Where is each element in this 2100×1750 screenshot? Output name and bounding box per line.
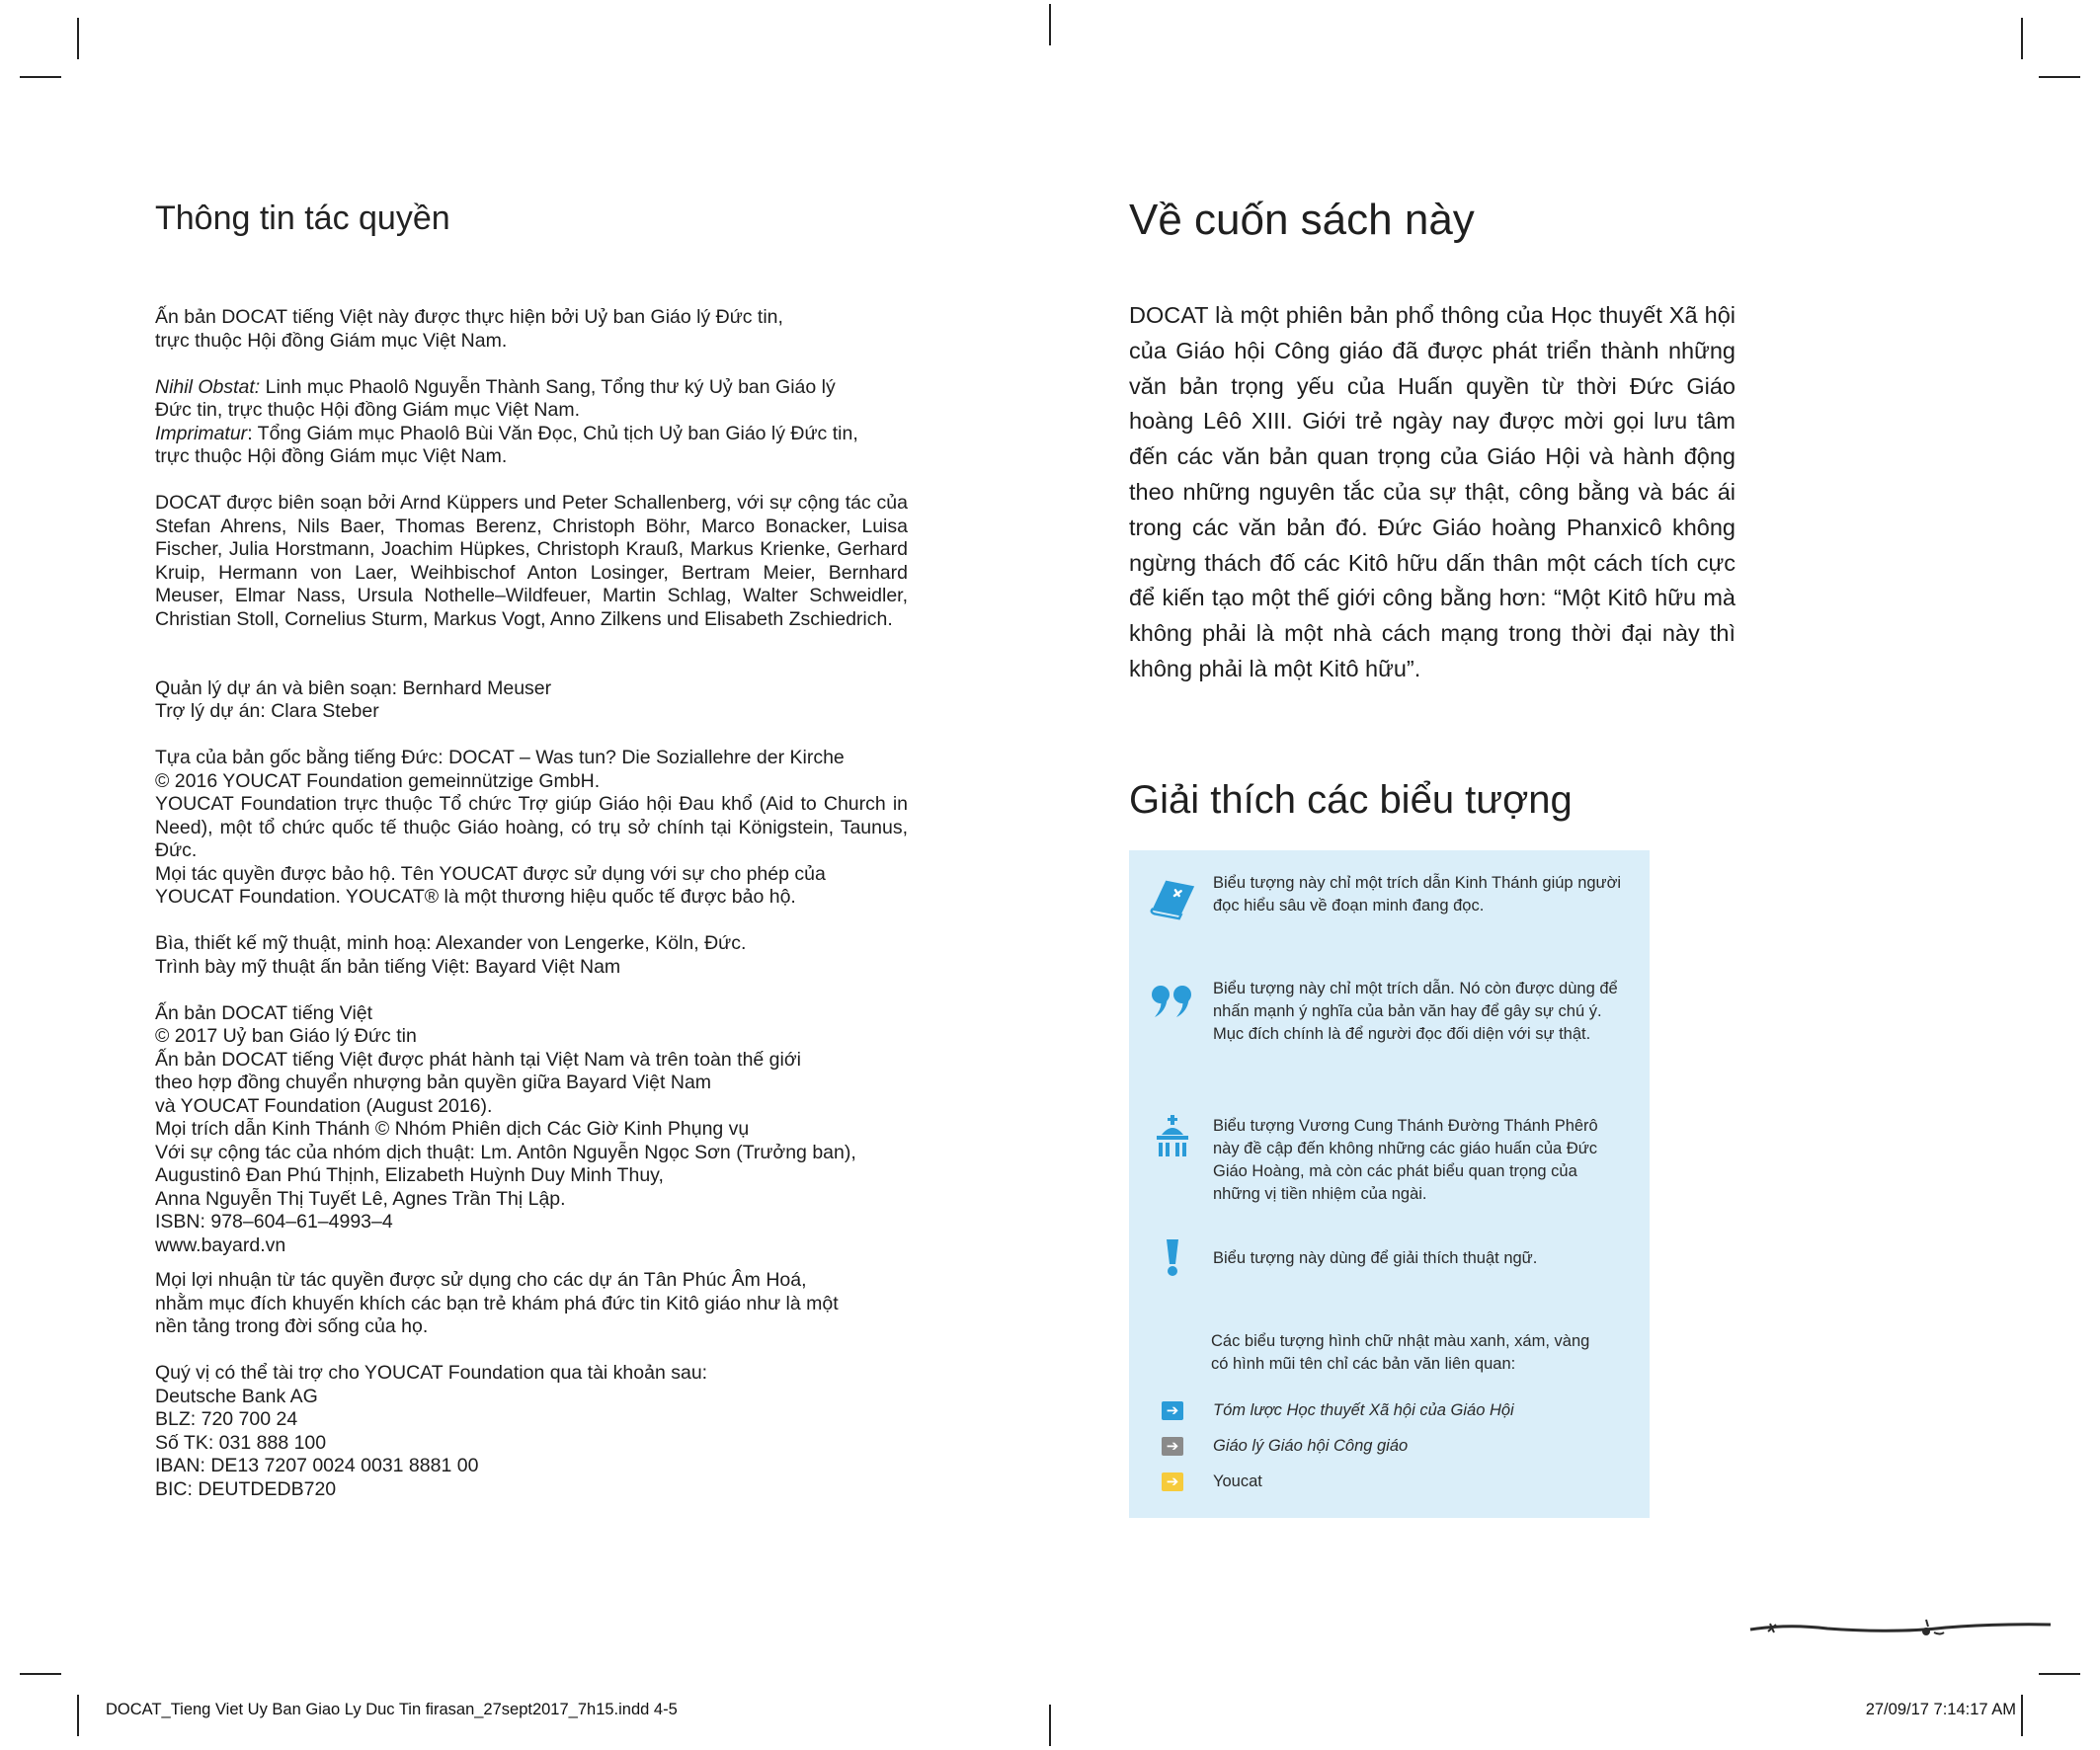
blue-arrow-icon: ➔ [1162,1401,1183,1420]
authors-paragraph: DOCAT được biên soạn bởi Arnd Küppers und Peter Schallenberg, với sự cộng tác của Stefan Ahrens, Nils Baer, Thomas Berenz, Christoph Böhr, Marco Bonacker, Luisa Fischer, Julia Horstmann, Joachim Hüpkes, Christoph Krauß, Markus Krienke, Gerhard Kruip, Hermann von Laer, Weihbischof Anton Losinger, Bertram Meier, Bernhard Meuser, Elmar Nass, Ursula Nothelle–Wildfeuer, Martin Schlag, Walter Schweidler, Christian Stoll, Cornelius Sturm, Markus Vogt, Anno Zilkens und Elisabeth Zschiedrich. [155,492,908,630]
quote-icon [1147,982,1198,1021]
crop-mark [2039,1673,2080,1675]
icons-title: Giải thích các biểu tượng [1129,778,1573,822]
edition-statement: Ấn bản DOCAT tiếng Việt này được thực hiện bởi Uỷ ban Giáo lý Đức tin, trực thuộc Hội đồng Giám mục Việt Nam. [155,306,783,352]
bank-details: Quý vị có thể tài trợ cho YOUCAT Foundation qua tài khoản sau: Deutsche Bank AG BLZ: 720 700 24 Số TK: 031 888 100 IBAN: DE13 7207 0024 0031 8881 00 BIC: DEUTDEDB720 [155,1362,708,1500]
approvals: Nihil Obstat: Linh mục Phaolô Nguyễn Thành Sang, Tổng thư ký Uỷ ban Giáo lý Đức tin, trực thuộc Hội đồng Giám mục Việt Nam. Imprimatur: Tổng Giám mục Phaolô Bùi Văn Đọc, Chủ tịch Uỷ ban Giáo lý Đức tin, trực thuộc Hội đồng Giám mục Việt Nam. [155,375,858,467]
project-credits: Quản lý dự án và biên soạn: Bernhard Meuser Trợ lý dự án: Clara Steber [155,676,552,722]
yellow-arrow-icon: ➔ [1162,1472,1183,1491]
crop-mark [1049,4,1051,45]
design-credits: Bìa, thiết kế mỹ thuật, minh hoạ: Alexander von Lengerke, Köln, Đức. Trình bày mỹ thuật ấn bản tiếng Việt: Bayard Việt Nam [155,932,747,978]
imprimatur-label: Imprimatur [155,422,248,444]
crop-mark [20,1673,61,1675]
bible-icon [1147,872,1198,921]
vietnamese-edition: Ấn bản DOCAT tiếng Việt © 2017 Uỷ ban Giáo lý Đức tin Ấn bản DOCAT tiếng Việt được phát hành tại Việt Nam và trên toàn thế giới theo hợp đồng chuyển nhượng bản quyền giữa Bayard Việt Nam và YOUCAT Foundation (August 2016). Mọi trích dẫn Kinh Thánh © Nhóm Phiên dịch Các Giờ Kinh Phụng vụ Với sự cộng tác của nhóm dịch thuật: Lm. Antôn Nguyễn Ngọc Sơn (Trưởng ban), Augustinô Đan Phú Thịnh, Elizabeth Huỳnh Duy Minh Thuy, Anna Nguyễn Thị Tuyết Lê, Agnes Trần Thị Lập. ISBN: 978–604–61–4993–4 www.bayard.vn [155,1002,908,1258]
exclamation-icon [1147,1237,1198,1277]
about-title: Về cuốn sách này [1129,196,1475,244]
website-link[interactable]: www.bayard.vn [155,1233,286,1256]
nihil-obstat-label: Nihil Obstat: [155,375,261,398]
crop-mark [2021,18,2023,59]
crop-mark [77,18,79,59]
crop-mark [2021,1695,2023,1736]
original-edition: Tựa của bản gốc bằng tiếng Đức: DOCAT – Was tun? Die Soziallehre der Kirche © 2016 YOUCAT Foundation gemeinnützige GmbH. YOUCAT Foundation trực thuộc Tổ chức Trợ giúp Giáo hội Đau khổ (Aid to Church in Need), một tổ chức quốc tế thuộc Giáo hoàng, có trụ sở chính tại Königstein, Taunus, Đức. Mọi tác quyền được bảo hộ. Tên YOUCAT được sử dụng với sự cho phép của YOUCAT Foundation. YOUCAT® là một thương hiệu quốc tế được bảo hộ. [155,747,908,908]
about-body: DOCAT là một phiên bản phổ thông của Học thuyết Xã hội của Giáo hội Công giáo đã được phát triển thành những văn bản trọng yếu của Huấn quyền từ thời Đức Giáo hoàng Lêô XIII. Giới trẻ ngày nay được mời gọi lưu tâm đến các văn bản quan trọng của Giáo Hội và hành động theo những nguyên tắc của sự thật, công bằng và bác ái trong các văn bản đó. Đức Giáo hoàng Phanxicô không ngừng thách đố các Kitô hữu dấn thân một cách tích cực để kiến tạo một thế giới công bằng hơn: “Một Kitô hữu mà không phải là một nhà cách mạng trong thời đại này thì không phải là một Kitô hữu”. [1129,302,1736,681]
decorative-ornament [1748,1610,2055,1644]
crop-mark [20,76,61,78]
crop-mark [77,1695,79,1736]
gray-arrow-icon: ➔ [1162,1437,1183,1456]
print-file-slug: DOCAT_Tieng Viet Uy Ban Giao Ly Duc Tin firasan_27sept2017_7h15.indd 4-5 [106,1701,678,1718]
basilica-icon [1147,1115,1198,1158]
copyright-title: Thông tin tác quyền [155,199,450,237]
crop-mark [1049,1705,1051,1746]
profit-note: Mọi lợi nhuận từ tác quyền được sử dụng cho các dự án Tân Phúc Âm Hoá, nhằm mục đích khuyến khích các bạn trẻ khám phá đức tin Kitô giáo như là một nền tảng trong đời sống của họ. [155,1269,839,1337]
print-timestamp: 27/09/17 7:14:17 AM [1865,1701,2016,1718]
crop-mark [2039,76,2080,78]
icon-legend-panel: Biểu tượng này chỉ một trích dẫn Kinh Thánh giúp người đọc hiểu sâu về đoạn minh đang đọc. Biểu tượng này chỉ một trích dẫn. Nó còn được dùng để nhấn mạnh ý nghĩa của bản văn hay để gây sự chú ý. Mục đích chính là để người đọc đối diện với sự thật. Biểu tượng Vương Cung Thánh Đường Thánh Phêrô này đề cập đến không những các giáo huấn của Đức Giáo Hoàng, mà còn các phát biểu quan trọng của những vị tiền nhiệm của ngài. Biểu tượng này dùng để giải thích thuật ngữ. Các biểu tượng hình chữ nhật màu xanh, xám, vàng có hình mũi tên chỉ các bản văn liên quan: ➔ Tóm lược Học thuyết Xã hội của Giáo Hội ➔ Giáo lý Giáo hội Công giáo ➔ Youcat [1129,850,1650,1518]
copyright-body [155,306,908,1525]
